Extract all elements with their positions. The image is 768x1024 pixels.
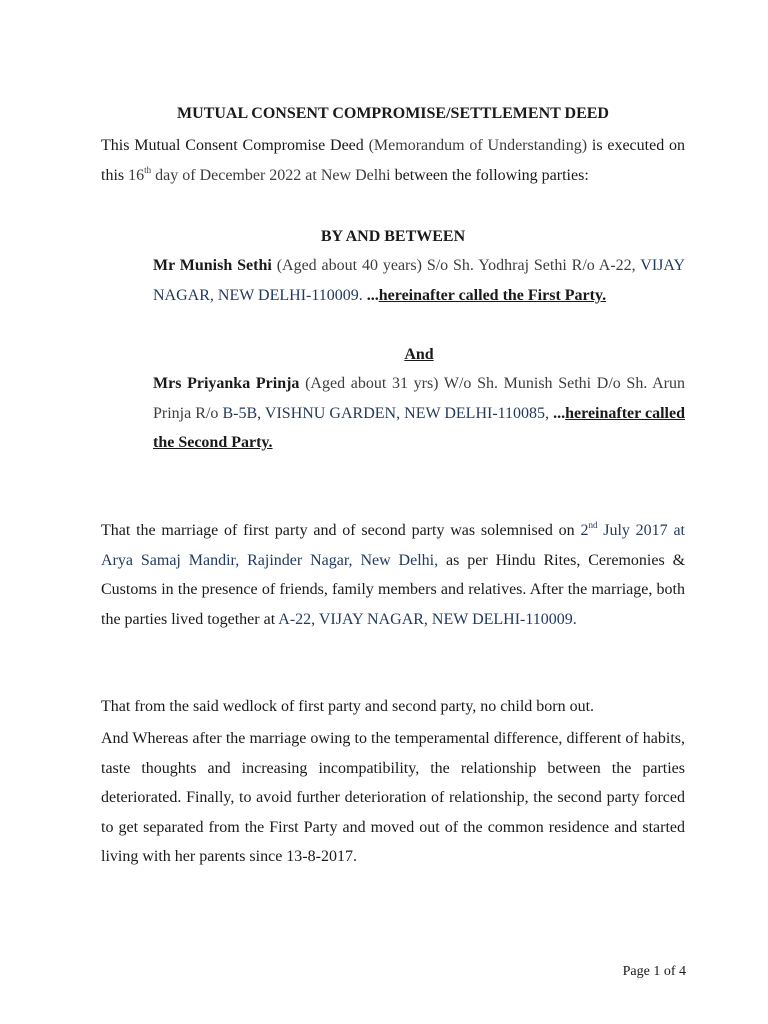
intro-paragraph: [101, 131, 685, 190]
second-party-relation: W/o Sh. Munish Sethi D/o Sh. Arun Prinja R/o: [153, 375, 685, 422]
by-and-between-heading: BY AND BETWEEN: [320, 228, 466, 245]
second-party-address: B-5B, VISHNU GARDEN, NEW DELHI-110085,: [222, 404, 550, 422]
child-paragraph: That from the said wedlock of first party and second party, no child born out.: [101, 698, 595, 715]
first-party-paragraph: [153, 251, 685, 310]
intro-day-suffix: th: [144, 164, 152, 175]
whereas-paragraph: And Whereas after the marriage owing to the temperamental difference, different of habits, taste thoughts and increasing incompatibility, the relationship between the parties deteriorated. Finally, to avoid further deterioration of relationship, the second party forced to get separated from the First Party and moved out of the common residence and started living with her parents since 13-8-2017.: [101, 730, 685, 866]
marriage-address: A-22, VIJAY NAGAR, NEW DELHI-110009.: [278, 610, 577, 628]
intro-text-2: is executed on this: [101, 137, 686, 184]
document-title: MUTUAL CONSENT COMPROMISE/SETTLEMENT DEED: [177, 105, 609, 122]
intro-date: [128, 164, 391, 184]
intro-text-3: between the following parties:: [394, 166, 589, 184]
first-party-relation: S/o Sh. Yodhraj Sethi R/o A-22,: [426, 257, 636, 274]
second-party-ellipsis: ...: [553, 404, 566, 422]
intro-mou: (Memorandum of Understanding): [368, 137, 588, 154]
marriage-day-suffix: nd: [588, 520, 598, 530]
second-party-age: (Aged about 31 yrs): [305, 375, 439, 392]
intro-day: 16: [128, 166, 145, 184]
second-party-designation: hereinafter called the Second Party.: [153, 404, 686, 452]
first-party-age: (Aged about 40 years): [276, 257, 422, 274]
marriage-text-2: as per Hindu Rites, Ceremonies & Customs in the presence of friends, family members and relatives. After the marriage, both the parties lived together at: [101, 551, 686, 628]
page-number: Page 1 of 4: [622, 964, 686, 979]
marriage-text-1: That the marriage of first party and of second party was solemnised on: [101, 522, 575, 539]
first-party-address: VIJAY NAGAR, NEW DELHI-110009.: [153, 257, 686, 304]
marriage-date-text: July 2017 at Arya Samaj Mandir, Rajinder Nagar, New Delhi,: [101, 522, 685, 569]
intro-text-1: This Mutual Consent Compromise Deed: [101, 137, 364, 154]
intro-date-place: day of December 2022 at New Delhi: [155, 166, 391, 184]
second-party-paragraph: [153, 369, 685, 458]
first-party-designation: hereinafter called the First Party.: [378, 286, 607, 304]
second-party-name: Mrs Priyanka Prinja: [153, 375, 300, 392]
first-party-name: Mr Munish Sethi: [153, 257, 272, 274]
marriage-day: 2: [580, 522, 589, 539]
and-separator: [153, 340, 685, 370]
and-label: And: [404, 346, 434, 363]
marriage-paragraph: [101, 516, 685, 634]
first-party-ellipsis: ...: [366, 286, 379, 304]
